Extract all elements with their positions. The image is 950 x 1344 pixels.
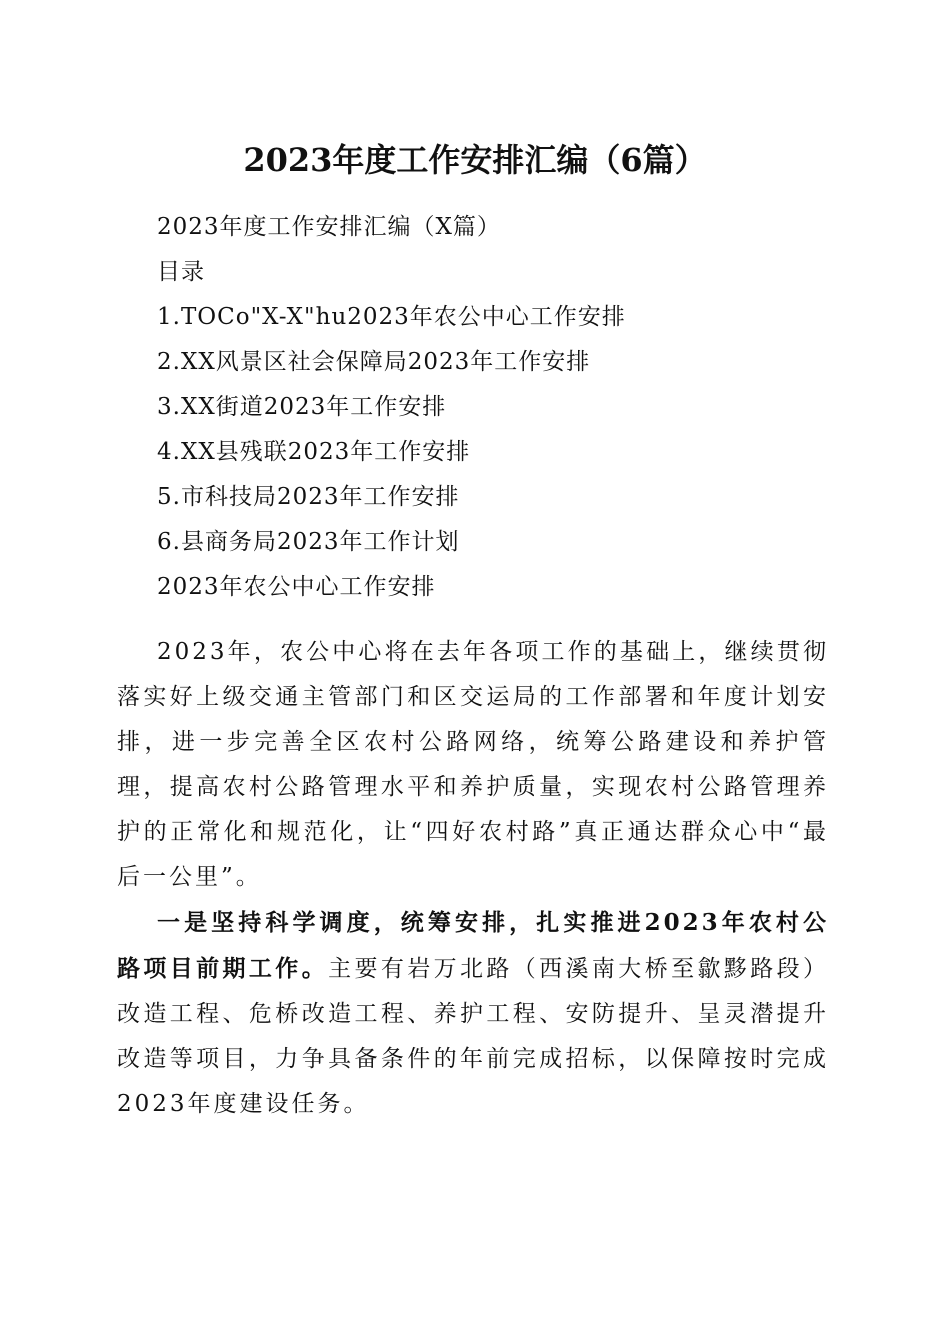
paragraph-body: 主要有岩万北路（西溪南大桥至歙黟路段）改造工程、危桥改造工程、养护工程、安防提升、呈灵潜提升改造等项目，力争具备条件的年前完成招标，以保障按时完成2023年度建设任务。 — [117, 956, 830, 1117]
body-paragraph — [117, 900, 829, 1127]
toc-item: 3.XX街道2023年工作安排 — [157, 394, 447, 420]
toc-heading: 目录 — [157, 259, 205, 285]
section-heading: 2023年农公中心工作安排 — [157, 574, 436, 600]
body-paragraph: 2023年，农公中心将在去年各项工作的基础上，继续贯彻落实好上级交通主管部门和区交运局的工作部署和年度计划安排，进一步完善全区农村公路网络，统筹公路建设和养护管理，提高农村公路管理水平和养护质量，实现农村公路管理养护的正常化和规范化，让“四好农村路”真正通达群众心中“最后一公里”。 — [117, 639, 829, 890]
toc-item: 1.TOCo"X-X"hu2023年农公中心工作安排 — [157, 304, 626, 330]
toc-item: 5.市科技局2023年工作安排 — [157, 484, 460, 510]
toc-item: 4.XX县残联2023年工作安排 — [157, 439, 471, 465]
toc-item: 2.XX风景区社会保障局2023年工作安排 — [157, 349, 591, 375]
document-subtitle: 2023年度工作安排汇编（X篇） — [157, 214, 501, 240]
toc-item: 6.县商务局2023年工作计划 — [157, 529, 460, 555]
paragraph-lead-bold: 一是坚持科学调度，统筹安排，扎实推进2023年农村公路项目前期工作。 — [117, 909, 829, 982]
table-of-contents-block — [117, 205, 829, 610]
document-title: 2023年度工作安排汇编（6篇） — [243, 141, 707, 179]
